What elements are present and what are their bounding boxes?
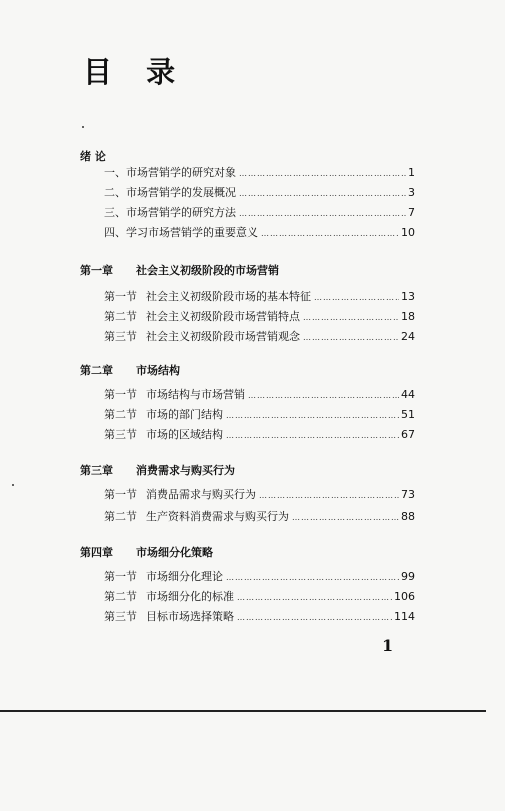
toc-entry-page: 99 <box>401 570 415 583</box>
chapter-heading <box>80 462 235 478</box>
section-title: 目标市场选择策略 <box>146 610 234 623</box>
dot-leader <box>239 187 406 201</box>
dot-leader <box>237 591 392 605</box>
toc-entry-page: 1 <box>408 166 415 179</box>
chapter-heading <box>80 362 180 378</box>
toc-entry[interactable] <box>104 310 415 325</box>
dot-leader <box>248 389 399 403</box>
dot-leader <box>226 429 399 443</box>
dot-leader <box>261 227 399 241</box>
toc-entry-label: 一、市场营销学的研究对象 <box>104 166 236 179</box>
section-number: 第三节 <box>104 428 137 441</box>
section-title: 社会主义初级阶段市场营销特点 <box>146 310 300 323</box>
toc-entry[interactable] <box>104 428 415 443</box>
page-number: 1 <box>382 636 394 655</box>
toc-entry[interactable] <box>104 510 415 525</box>
toc-entry[interactable] <box>104 290 415 305</box>
intro-heading-label: 绪 论 <box>80 150 106 163</box>
toc-entry-page: 44 <box>401 388 415 401</box>
dot-leader <box>314 291 399 305</box>
section-number: 第一节 <box>104 488 137 501</box>
section-title: 社会主义初级阶段市场的基本特征 <box>146 290 311 303</box>
chapter-number: 第一章 <box>80 264 113 277</box>
section-number: 第二节 <box>104 310 137 323</box>
dot-leader <box>226 409 399 423</box>
section-title: 社会主义初级阶段市场营销观念 <box>146 330 300 343</box>
section-number: 第二节 <box>104 510 137 523</box>
toc-entry-page: 67 <box>401 428 415 441</box>
toc-entry[interactable] <box>104 206 415 221</box>
section-number: 第三节 <box>104 330 137 343</box>
chapter-title: 市场结构 <box>136 364 180 377</box>
chapter-number: 第三章 <box>80 464 113 477</box>
section-title: 市场结构与市场营销 <box>146 388 245 401</box>
section-title: 消费品需求与购买行为 <box>146 488 256 501</box>
section-number: 第一节 <box>104 290 137 303</box>
toc-entry-page: 13 <box>401 290 415 303</box>
toc-entry-page: 106 <box>394 590 415 603</box>
dot-leader <box>259 489 399 503</box>
toc-entry-page: 73 <box>401 488 415 501</box>
toc-entry-page: 18 <box>401 310 415 323</box>
dot-leader <box>303 311 399 325</box>
section-title: 市场细分化理论 <box>146 570 223 583</box>
toc-entry-page: 10 <box>401 226 415 239</box>
chapter-heading <box>80 262 279 278</box>
section-title: 生产资料消费需求与购买行为 <box>146 510 289 523</box>
toc-entry[interactable] <box>104 590 415 605</box>
page-bottom-edge <box>0 710 486 712</box>
chapter-title: 消费需求与购买行为 <box>136 464 235 477</box>
chapter-title: 市场细分化策略 <box>136 546 213 559</box>
toc-entry[interactable] <box>104 226 415 241</box>
section-number: 第一节 <box>104 388 137 401</box>
toc-entry[interactable] <box>104 388 415 403</box>
section-number: 第二节 <box>104 590 137 603</box>
section-number: 第一节 <box>104 570 137 583</box>
section-number: 第三节 <box>104 610 137 623</box>
toc-entry-page: 114 <box>394 610 415 623</box>
dot-leader <box>237 611 392 625</box>
toc-entry[interactable] <box>104 166 415 181</box>
section-title: 市场细分化的标准 <box>146 590 234 603</box>
chapter-heading <box>80 544 213 560</box>
toc-entry-label: 四、学习市场营销学的重要意义 <box>104 226 258 239</box>
toc-entry[interactable] <box>104 330 415 345</box>
page-title: 目 录 <box>83 55 188 89</box>
intro-heading <box>80 148 106 164</box>
toc-entry[interactable] <box>104 570 415 585</box>
chapter-number: 第二章 <box>80 364 113 377</box>
chapter-number: 第四章 <box>80 546 113 559</box>
dot-leader <box>239 167 406 181</box>
scan-speck <box>12 484 14 486</box>
section-number: 第二节 <box>104 408 137 421</box>
dot-leader <box>226 571 399 585</box>
section-title: 市场的区域结构 <box>146 428 223 441</box>
toc-entry-label: 三、市场营销学的研究方法 <box>104 206 236 219</box>
toc-entry-page: 51 <box>401 408 415 421</box>
toc-entry[interactable] <box>104 610 415 625</box>
toc-entry-page: 88 <box>401 510 415 523</box>
toc-entry-page: 3 <box>408 186 415 199</box>
toc-entry-page: 24 <box>401 330 415 343</box>
dot-leader <box>239 207 406 221</box>
scan-speck <box>82 126 84 128</box>
section-title: 市场的部门结构 <box>146 408 223 421</box>
toc-entry[interactable] <box>104 408 415 423</box>
toc-entry[interactable] <box>104 186 415 201</box>
dot-leader <box>303 331 399 345</box>
chapter-title: 社会主义初级阶段的市场营销 <box>136 264 279 277</box>
toc-entry-label: 二、市场营销学的发展概况 <box>104 186 236 199</box>
toc-entry[interactable] <box>104 488 415 503</box>
toc-entry-page: 7 <box>408 206 415 219</box>
dot-leader <box>292 511 399 525</box>
